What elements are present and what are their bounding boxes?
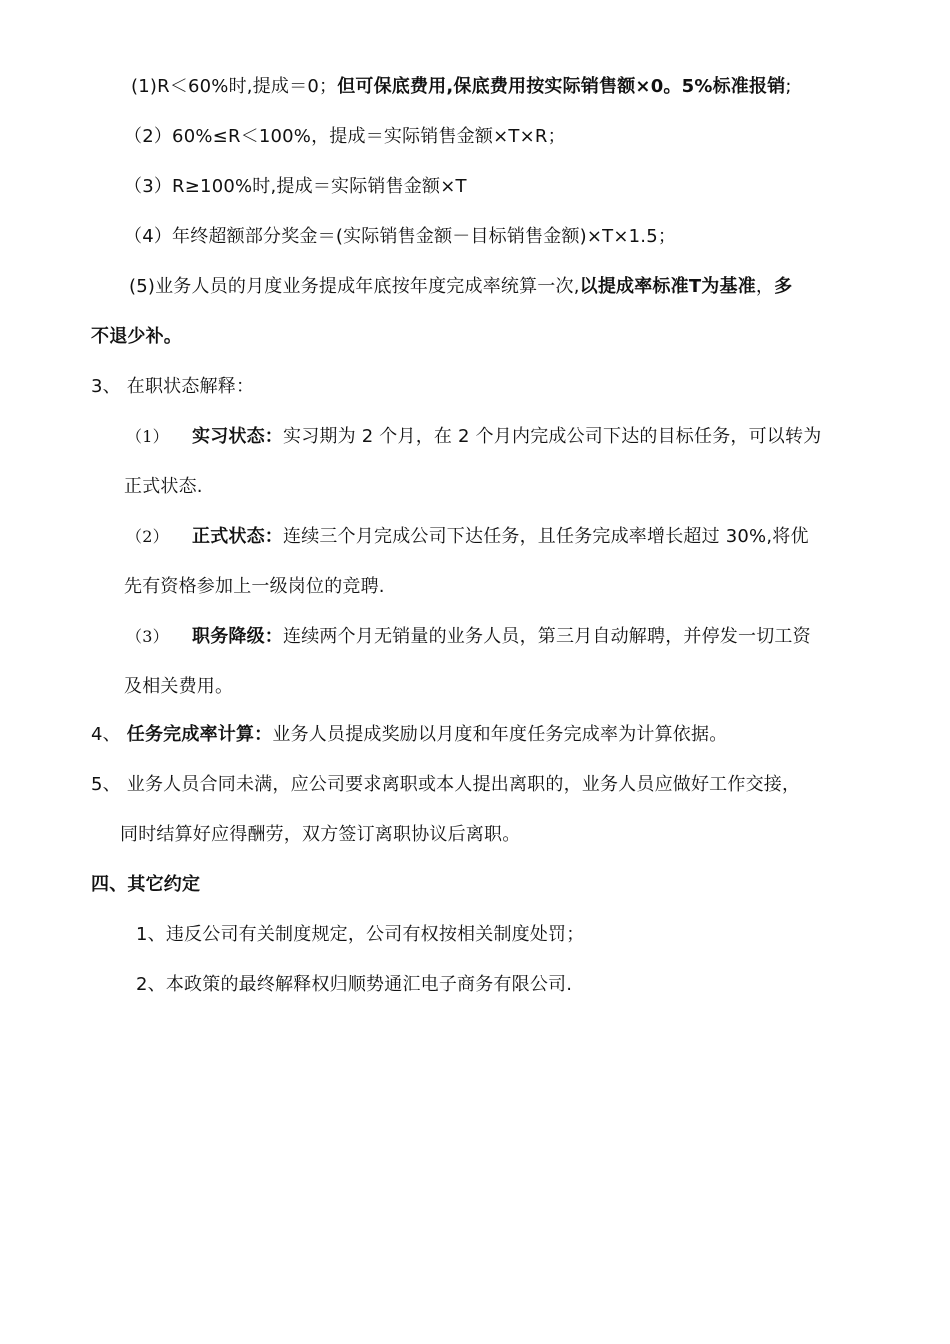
rule-1-tail: ; (785, 76, 792, 97)
rule-5-comma: ， (755, 276, 775, 297)
status-item-3 (126, 624, 811, 650)
status-item-3-text: 连续两个月无销量的业务人员，第三月自动解聘，并停发一切工资 (283, 626, 811, 647)
status-item-3-number: （3） (126, 627, 169, 646)
agreement-item-1: 1、违反公司有关制度规定，公司有权按相关制度处罚； (136, 924, 585, 945)
section-4-label: 任务完成率计算： (126, 724, 273, 745)
status-item-2 (126, 524, 809, 550)
section-5-item: 5、 业务人员合同未满，应公司要求离职或本人提出离职的，业务人员应做好工作交接， (91, 774, 801, 795)
rule-5 (129, 274, 792, 300)
rule-5-bold-2: 多 (774, 276, 793, 297)
rule-1-bold: 但可保底费用,保底费用按实际销售额×0。5%标准报销 (337, 76, 786, 97)
status-item-3-label: 职务降级： (192, 626, 283, 647)
rule-3: （3）R≥100%时,提成＝实际销售金额×T (124, 176, 467, 197)
rule-2: （2）60%≤R＜100%，提成＝实际销售金额×T×R； (124, 126, 566, 147)
status-item-1-label: 实习状态： (192, 426, 283, 447)
status-item-2-continuation: 先有资格参加上一级岗位的竞聘. (124, 576, 385, 597)
section-4-text: 业务人员提成奖励以月度和年度任务完成率为计算依据。 (272, 724, 728, 745)
agreement-item-2: 2、本政策的最终解释权归顺势通汇电子商务有限公司. (136, 974, 573, 995)
section-4-number: 4、 (91, 724, 127, 745)
status-item-3-continuation: 及相关费用。 (124, 676, 234, 697)
section-4-item (91, 722, 727, 748)
status-item-1-number: （1） (126, 427, 169, 446)
status-item-2-number: （2） (126, 527, 169, 546)
status-item-2-text: 连续三个月完成公司下达任务，且任务完成率增长超过 30%,将优 (283, 526, 809, 547)
status-item-1-continuation: 正式状态. (124, 476, 203, 497)
rule-1 (131, 74, 792, 100)
rule-1-text: (1)R＜60%时,提成＝0； (131, 76, 338, 97)
rule-5-continuation: 不退少补。 (91, 326, 182, 347)
rule-5-bold: 以提成率标准T为基准 (579, 276, 756, 297)
status-item-1-text: 实习期为 2 个月，在 2 个月内完成公司下达的目标任务，可以转为 (283, 426, 822, 447)
rule-4: （4）年终超额部分奖金＝(实际销售金额－目标销售金额)×T×1.5； (124, 226, 677, 247)
status-item-2-label: 正式状态： (192, 526, 283, 547)
section-3-title: 3、 在职状态解释： (91, 376, 255, 397)
rule-5-text: (5)业务人员的月度业务提成年底按年度完成率统算一次, (129, 276, 580, 297)
section-5-continuation: 同时结算好应得酬劳，双方签订离职协议后离职。 (120, 824, 521, 845)
status-item-1 (126, 424, 821, 450)
other-agreements-heading: 四、其它约定 (91, 874, 201, 895)
